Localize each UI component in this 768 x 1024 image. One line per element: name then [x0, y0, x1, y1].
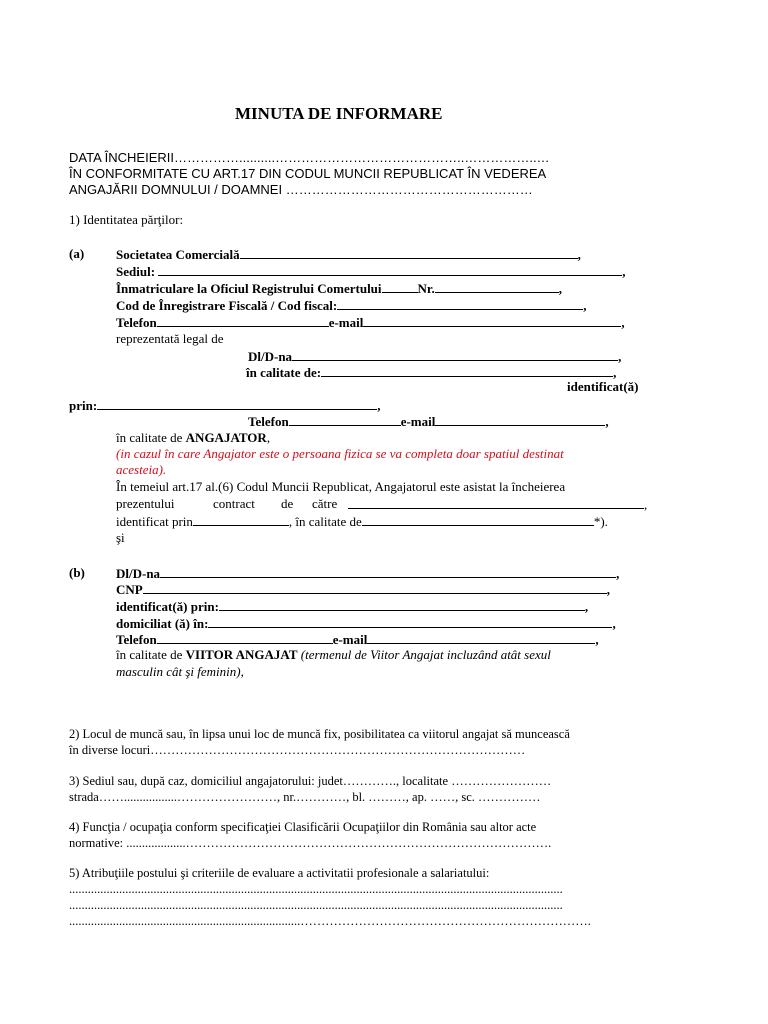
inmatriculare-field[interactable] [382, 280, 418, 293]
calitate-asistent-field[interactable] [362, 513, 594, 526]
domiciliat-line: domiciliat (ă) în: , [116, 616, 616, 631]
email2-field[interactable] [435, 413, 605, 426]
b-identificat-line: identificat(ă) prin: , [116, 599, 589, 614]
b-dl-dna-line: Dl/D-na , [116, 566, 620, 581]
section4-line2: normative: ...................……………………………………………………………………………. [69, 836, 552, 850]
angajarii-line [69, 182, 533, 198]
identificat-prin-field[interactable] [193, 513, 289, 526]
telefon2-email2-line: Telefon e-mail , [248, 414, 609, 429]
societate-line: Societatea Comercială , [116, 247, 581, 262]
in-calitate-de2-label: , în calitate de [288, 514, 362, 529]
sediul-label: Sediul [116, 264, 151, 279]
section4-line1: 4) Funcţia / ocupaţia conform specificaţiei Clasificării Ocupaţiilor din România sau altor acte [69, 820, 537, 834]
viitor-angajat-note1: (termenul de Viitor Angajat incluzând atât sexul [300, 647, 551, 662]
data-incheierii-dots: ……………..........……………………………………..……………..… [173, 150, 550, 165]
societate-label: Societatea Comercială [116, 247, 240, 262]
b-identificat-field[interactable] [219, 598, 585, 611]
angajarii-dots: ………………………………………………… [285, 182, 533, 197]
angajarii-label: ANGAJĂRII DOMNULUI / DOAMNEI [69, 182, 283, 197]
sediul-field[interactable] [158, 263, 622, 276]
identificat-prin-label: identificat prin [116, 514, 193, 529]
calitate-angajator-line: în calitate de ANGAJATOR, [116, 430, 271, 445]
telefon-email-line: Telefon e-mail , [116, 315, 625, 330]
section5-line1: 5) Atribuţiile postului şi criteriile de evaluare a activitatii profesionale a salariatului: [69, 866, 490, 880]
nr-label: Nr. [417, 281, 435, 296]
section3-line2: strada…….................……………………, nr.…………, bl. ………, ap. ……, sc. …………… [69, 790, 541, 804]
reprezentant-line: Dl/D-na , [248, 349, 622, 364]
asistent-field[interactable] [348, 496, 644, 509]
inmatriculare-line: Înmatriculare la Oficiul Registrului Comertului Nr. , [116, 281, 562, 296]
cnp-label: CNP [116, 582, 143, 597]
in-calitate-de-label: în calitate de [246, 365, 317, 380]
identificat-prin-line [116, 513, 608, 530]
document-title: MINUTA DE INFORMARE [235, 104, 443, 123]
cnp-line: CNP , [116, 582, 610, 597]
asterisk-note: *). [593, 514, 608, 529]
section2-line1: 2) Locul de muncă sau, în lipsa unui loc de muncă fix, posibilitatea ca viitorul angajat să muncească [69, 727, 570, 741]
si-label: şi [116, 530, 125, 545]
email-label: e-mail [328, 315, 364, 330]
viitor-angajat-note2: masculin cât şi feminin), [116, 664, 244, 679]
calitate-reprezentant-field[interactable] [321, 364, 613, 377]
cnp-field[interactable] [143, 581, 607, 594]
prin-field[interactable] [97, 397, 377, 410]
section3-line1: 3) Sediul sau, după caz, domiciliul angajatorului: judet…………., localitate …………………… [69, 774, 552, 788]
reprezentant-name-field[interactable] [292, 348, 618, 361]
b-email-field[interactable] [367, 631, 595, 644]
section5-dots1[interactable]: .............................................................................................................................................................. [69, 882, 563, 896]
b-name-field[interactable] [160, 565, 616, 578]
societate-field[interactable] [240, 246, 578, 259]
calitate-angajat-line [116, 647, 551, 663]
section5-dots2[interactable]: .............................................................................................................................................................. [69, 898, 563, 912]
telefon2-label: Telefon [248, 414, 289, 429]
dl-dna-label: Dl/D-na [248, 349, 293, 364]
cod-fiscal-label: Cod de Înregistrare Fiscală / Cod fiscal [116, 298, 333, 313]
sediul-line: Sediul: , [116, 264, 626, 279]
domiciliat-field[interactable] [208, 615, 612, 628]
calitate-reprezentant-line: în calitate de: , [246, 365, 617, 380]
party-a-marker: (a) [69, 246, 85, 261]
b-email-label: e-mail [332, 632, 368, 647]
email2-label: e-mail [400, 414, 436, 429]
b-identificat-label: identificat(ă) prin: [116, 599, 219, 614]
section5-dots3[interactable]: ..........................................................................……………………………………………………………. [69, 914, 591, 928]
telefon-field[interactable] [157, 314, 329, 327]
cod-fiscal-line: Cod de Înregistrare Fiscală / Cod fiscal: , [116, 298, 587, 313]
cod-fiscal-field[interactable] [337, 297, 583, 310]
b-telefon-label: Telefon [116, 632, 157, 647]
temei-word-contract: contract [213, 496, 255, 511]
temei-word-de: de [281, 496, 294, 511]
prin-label: prin [69, 398, 93, 413]
b-dl-dna-label: Dl/D-na [116, 566, 161, 581]
b-telefon-field[interactable] [157, 631, 333, 644]
viitor-angajat-label: VIITOR ANGAJAT [185, 647, 298, 662]
telefon-label: Telefon [116, 315, 157, 330]
red-note-line2: acesteia). [116, 462, 167, 477]
email-field[interactable] [363, 314, 621, 327]
red-note-line1: (in cazul în care Angajator este o persoana fizica se va completa doar spatiul destinat [116, 446, 564, 461]
b-telefon-email-line: Telefon e-mail , [116, 632, 599, 647]
party-b-marker: (b) [69, 565, 85, 580]
b-calitate-prefix: în calitate de [116, 647, 183, 662]
temei-line1: În temeiul art.17 al.(6) Codul Muncii Republicat, Angajatorul este asistat la încheierea [116, 479, 566, 494]
conformitate-line: ÎN CONFORMITATE CU ART.17 DIN CODUL MUNCII REPUBLICAT ÎN VEDEREA [69, 166, 547, 181]
angajator-label: ANGAJATOR [185, 430, 267, 445]
identificat-label: identificat(ă) [567, 379, 639, 394]
inmatriculare-label: Înmatriculare la Oficiul Registrului Comertului [116, 281, 382, 296]
temei-line2: prezentului contract de către , [116, 496, 648, 512]
telefon2-field[interactable] [289, 413, 401, 426]
calitate-prefix: în calitate de [116, 430, 183, 445]
nr-field[interactable] [435, 280, 559, 293]
prin-line: prin: , [69, 398, 381, 413]
domiciliat-label: domiciliat (ă) în: [116, 616, 209, 631]
data-incheierii-label: DATA ÎNCHEIERII [69, 150, 174, 165]
temei-word-catre: către [312, 496, 338, 511]
section2-line2: în diverse locuri……………………………………………………………………………… [69, 743, 526, 757]
section1-heading: 1) Identitatea părţilor: [69, 212, 184, 227]
temei-word-prezentului: prezentului [116, 496, 175, 511]
data-incheierii-line [69, 150, 550, 166]
reprezentata-label: reprezentată legal de [116, 331, 224, 346]
